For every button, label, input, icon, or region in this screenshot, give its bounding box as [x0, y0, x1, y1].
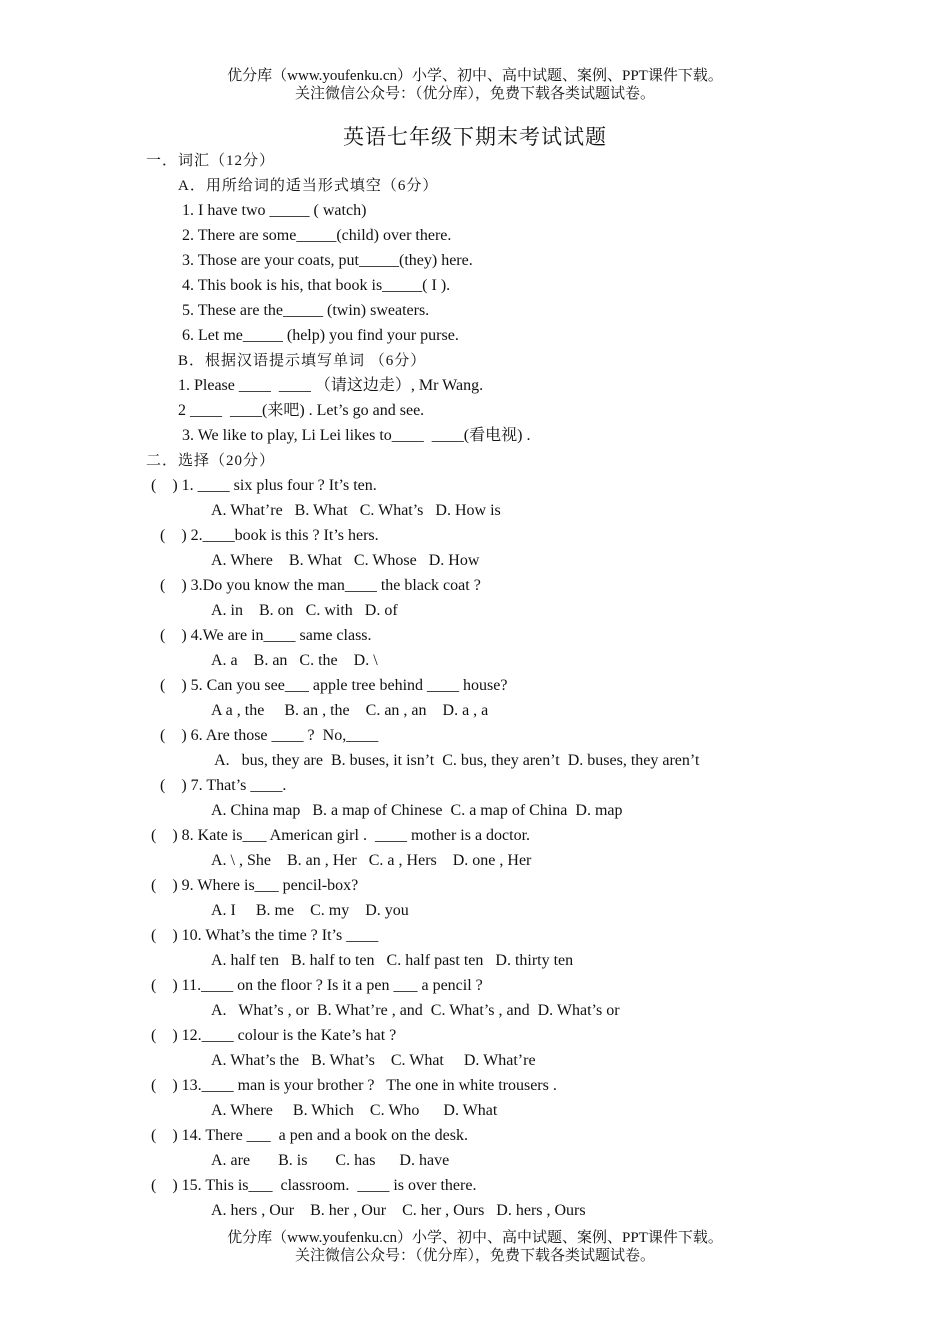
question-options: A. \ , She B. an , Her C. a , Hers D. one , Her [211, 852, 532, 869]
header-line-1: 优分库（www.youfenku.cn）小学、初中、高中试题、案例、PPT课件下载。 [227, 68, 723, 84]
question-options: A a , the B. an , the C. an , an D. a , a [211, 702, 489, 719]
part-a-item: 5. These are the_____ (twin) sweaters. [182, 302, 430, 319]
part-a-item: 4. This book is his, that book is_____( I ). [182, 277, 451, 294]
section-1-heading: 一．词汇（12分） [146, 153, 276, 169]
question-options: A. What’re B. What C. What’s D. How is [211, 502, 501, 519]
question: ( ) 3.Do you know the man____ the black coat ? [160, 577, 481, 594]
question-options: A. I B. me C. my D. you [211, 902, 409, 919]
question: ( ) 12.____ colour is the Kate’s hat ? [151, 1027, 397, 1044]
question-options: A. What’s the B. What’s C. What D. What’re [211, 1052, 536, 1069]
question: ( ) 8. Kate is___ American girl . ____ mother is a doctor. [151, 827, 531, 844]
part-a-item: 6. Let me_____ (help) you find your purse. [182, 327, 459, 344]
question: ( ) 14. There ___ a pen and a book on the desk. [151, 1127, 468, 1144]
header-line-2: 关注微信公众号：（优分库），免费下载各类试题试卷。 [294, 86, 655, 102]
question: ( ) 6. Are those ____ ? No,____ [160, 727, 379, 744]
section-2-heading: 二．选择（20分） [146, 453, 276, 469]
part-b-item: 3. We like to play, Li Lei likes to____ ____(看电视) . [182, 427, 531, 444]
question-options: A. Where B. Which C. Who D. What [211, 1102, 498, 1119]
question: ( ) 5. Can you see___ apple tree behind ____ house? [160, 677, 508, 694]
question: ( ) 10. What’s the time ? It’s ____ [151, 927, 379, 944]
question-options: A. bus, they are B. buses, it isn’t C. bus, they aren’t D. buses, they aren’t [211, 752, 700, 769]
question-options: A. What’s , or B. What’re , and C. What’s , and D. What’s or [211, 1002, 620, 1019]
part-a-item: 1. I have two _____ ( watch) [182, 202, 367, 219]
question-options: A. a B. an C. the D. \ [211, 652, 378, 669]
part-b-item: 1. Please ____ ____ （请这边走）, Mr Wang. [178, 377, 484, 394]
question-options: A. half ten B. half to ten C. half past ten D. thirty ten [211, 952, 574, 969]
question: ( ) 9. Where is___ pencil-box? [151, 877, 359, 894]
part-a-heading: A．用所给词的适当形式填空（6分） [178, 178, 439, 194]
part-b-item: 2 ____ ____(来吧) . Let’s go and see. [178, 402, 425, 419]
question-options: A. are B. is C. has D. have [211, 1152, 450, 1169]
part-b-heading: B．根据汉语提示填写单词 （6分） [178, 353, 427, 369]
footer-line-2: 关注微信公众号：（优分库），免费下载各类试题试卷。 [294, 1248, 655, 1264]
question: ( ) 7. That’s ____. [160, 777, 287, 794]
part-a-item: 3. Those are your coats, put_____(they) here. [182, 252, 473, 269]
question: ( ) 11.____ on the floor ? Is it a pen ___ a pencil ? [151, 977, 483, 994]
question: ( ) 2.____book is this ? It’s hers. [160, 527, 379, 544]
question-options: A. in B. on C. with D. of [211, 602, 398, 619]
question: ( ) 13.____ man is your brother ? The one in white trousers . [151, 1077, 557, 1094]
question-options: A. China map B. a map of Chinese C. a map of China D. map [211, 802, 623, 819]
page-title: 英语七年级下期末考试试题 [343, 125, 607, 149]
part-a-item: 2. There are some_____(child) over there. [182, 227, 452, 244]
question-options: A. Where B. What C. Whose D. How [211, 552, 480, 569]
footer-line-1: 优分库（www.youfenku.cn）小学、初中、高中试题、案例、PPT课件下载。 [227, 1230, 723, 1246]
question: ( ) 4.We are in____ same class. [160, 627, 372, 644]
question: ( ) 1. ____ six plus four ? It’s ten. [151, 477, 377, 494]
question-options: A. hers , Our B. her , Our C. her , Ours D. hers , Ours [211, 1202, 586, 1219]
question: ( ) 15. This is___ classroom. ____ is over there. [151, 1177, 477, 1194]
